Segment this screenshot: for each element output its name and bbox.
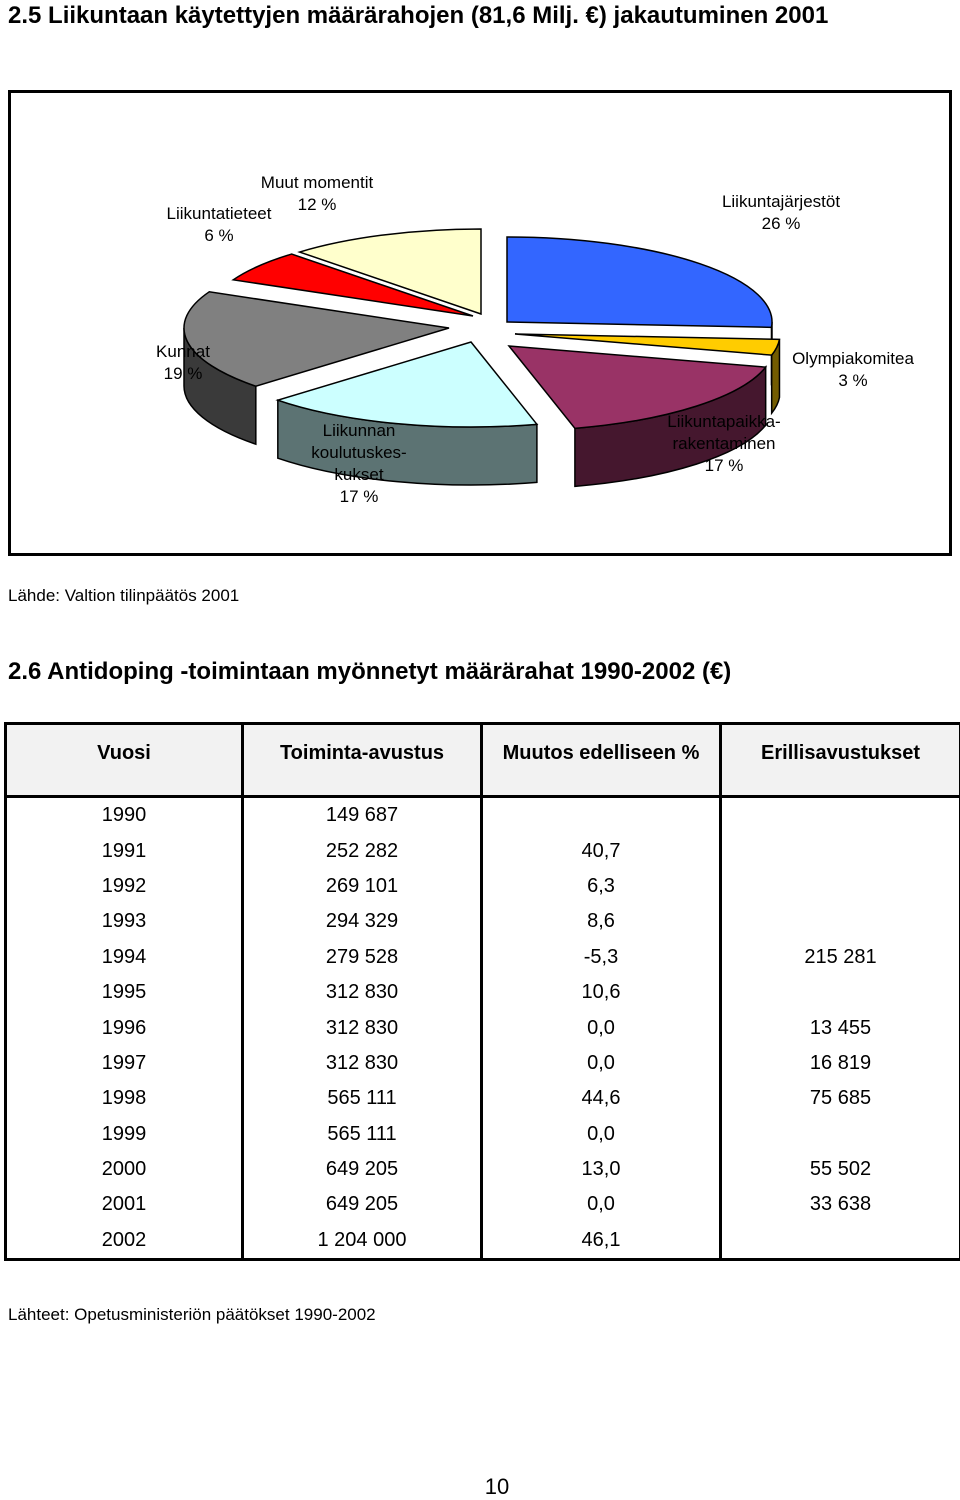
section-title-funding: 2.5 Liikuntaan käytettyjen määrärahojen (81,6 Milj. €) jakautuminen 2001 <box>8 2 828 30</box>
page-number: 10 <box>0 1474 960 1500</box>
pie-slice-label: Muut momentit 12 % <box>261 173 374 214</box>
table-row <box>6 975 960 1010</box>
pie-slice-label: Olympiakomitea 3 % <box>792 349 914 390</box>
cell-change: 13,0 <box>482 1152 721 1187</box>
cell-change: 0,0 <box>482 1046 721 1081</box>
table-row <box>6 869 960 904</box>
pie-slice-label: Liikuntajärjestöt 26 % <box>722 192 840 233</box>
cell-year: 2000 <box>6 1152 243 1187</box>
cell-grant: 279 528 <box>243 940 482 975</box>
cell-year: 1994 <box>6 940 243 975</box>
cell-year: 1991 <box>6 833 243 868</box>
cell-grant: 312 830 <box>243 1010 482 1045</box>
cell-grant: 269 101 <box>243 869 482 904</box>
cell-grant: 565 111 <box>243 1081 482 1116</box>
header-change: Muutos edelliseen % <box>482 724 721 797</box>
cell-grant: 149 687 <box>243 797 482 834</box>
header-special-grants: Erillisavustukset <box>721 724 960 797</box>
cell-change: 46,1 <box>482 1223 721 1260</box>
cell-special-grant: 75 685 <box>721 1081 960 1116</box>
cell-change: 6,3 <box>482 869 721 904</box>
pie-slice-label: Liikuntapaikka-rakentaminen 17 % <box>667 412 780 475</box>
cell-grant: 312 830 <box>243 1046 482 1081</box>
cell-year: 1999 <box>6 1117 243 1152</box>
cell-special-grant: 55 502 <box>721 1152 960 1187</box>
cell-special-grant <box>721 869 960 904</box>
table-row <box>6 797 960 834</box>
pie-chart <box>11 93 949 553</box>
pie-chart-frame <box>8 90 952 556</box>
cell-special-grant <box>721 797 960 834</box>
cell-grant: 565 111 <box>243 1117 482 1152</box>
cell-year: 1995 <box>6 975 243 1010</box>
header-grant: Toiminta-avustus <box>243 724 482 797</box>
cell-special-grant <box>721 833 960 868</box>
table-source: Lähteet: Opetusministeriön päätökset 1990-2002 <box>8 1305 376 1325</box>
cell-change: 8,6 <box>482 904 721 939</box>
antidoping-table <box>4 722 960 1261</box>
cell-year: 1993 <box>6 904 243 939</box>
pie-slice <box>507 237 772 327</box>
pie-slice-label: Kunnat 19 % <box>156 342 210 383</box>
cell-year: 1998 <box>6 1081 243 1116</box>
table-row <box>6 1046 960 1081</box>
cell-grant: 1 204 000 <box>243 1223 482 1260</box>
cell-change: 0,0 <box>482 1010 721 1045</box>
cell-special-grant <box>721 1223 960 1260</box>
table-row <box>6 1152 960 1187</box>
table-header-row <box>6 724 960 797</box>
cell-special-grant: 13 455 <box>721 1010 960 1045</box>
cell-special-grant: 33 638 <box>721 1187 960 1222</box>
cell-change: 0,0 <box>482 1117 721 1152</box>
table-row <box>6 940 960 975</box>
table-row <box>6 1187 960 1222</box>
cell-year: 1996 <box>6 1010 243 1045</box>
cell-change: -5,3 <box>482 940 721 975</box>
cell-grant: 649 205 <box>243 1187 482 1222</box>
cell-change <box>482 797 721 834</box>
table-row <box>6 904 960 939</box>
cell-special-grant <box>721 975 960 1010</box>
chart-source: Lähde: Valtion tilinpäätös 2001 <box>8 586 239 606</box>
table-row <box>6 1117 960 1152</box>
pie-slice-label: Liikunnan koulutuskes-kukset 17 % <box>311 421 406 506</box>
cell-special-grant: 16 819 <box>721 1046 960 1081</box>
table-row <box>6 833 960 868</box>
header-year: Vuosi <box>6 724 243 797</box>
cell-grant: 312 830 <box>243 975 482 1010</box>
cell-grant: 294 329 <box>243 904 482 939</box>
cell-year: 1997 <box>6 1046 243 1081</box>
cell-special-grant <box>721 904 960 939</box>
cell-change: 44,6 <box>482 1081 721 1116</box>
cell-year: 2002 <box>6 1223 243 1260</box>
cell-year: 2001 <box>6 1187 243 1222</box>
cell-special-grant <box>721 1117 960 1152</box>
table-row <box>6 1081 960 1116</box>
cell-year: 1992 <box>6 869 243 904</box>
cell-change: 40,7 <box>482 833 721 868</box>
cell-change: 10,6 <box>482 975 721 1010</box>
table-row <box>6 1223 960 1260</box>
cell-change: 0,0 <box>482 1187 721 1222</box>
cell-year: 1990 <box>6 797 243 834</box>
table-row <box>6 1010 960 1045</box>
pie-slice-label: Liikuntatieteet 6 % <box>167 204 272 245</box>
section-title-antidoping: 2.6 Antidoping -toimintaan myönnetyt määrärahat 1990-2002 (€) <box>8 658 731 686</box>
cell-special-grant: 215 281 <box>721 940 960 975</box>
cell-grant: 649 205 <box>243 1152 482 1187</box>
cell-grant: 252 282 <box>243 833 482 868</box>
